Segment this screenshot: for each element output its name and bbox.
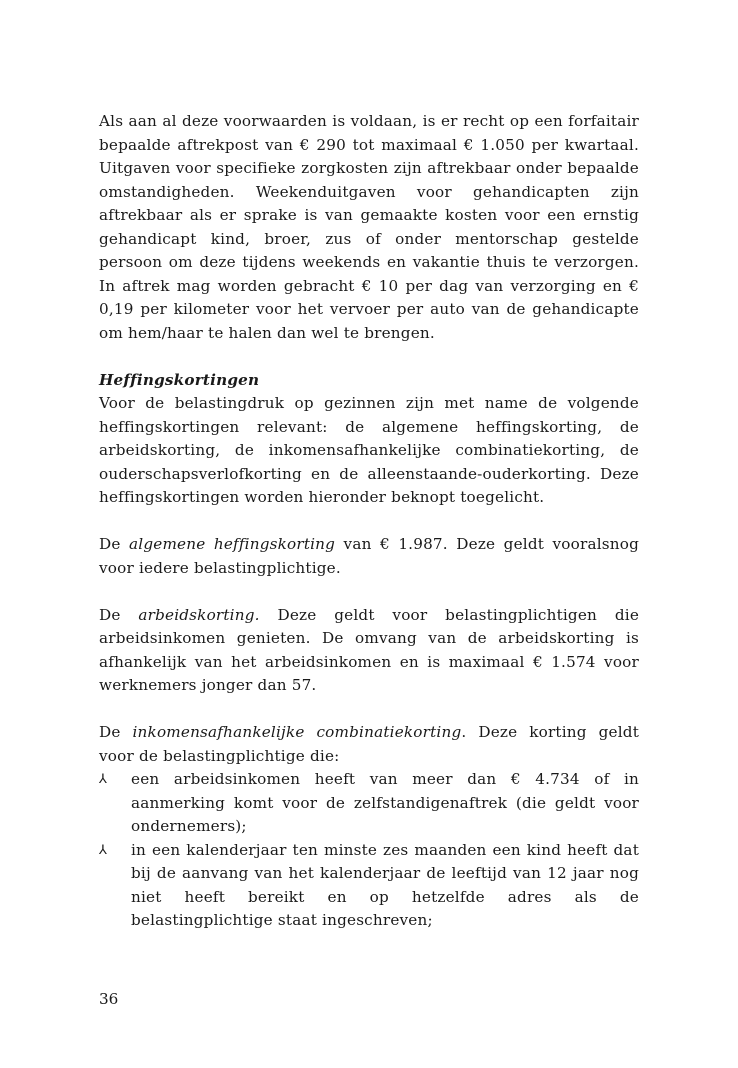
bullet-icon: ⅄: [99, 842, 108, 858]
text-prefix: De: [99, 723, 133, 741]
list-item-text: een arbeidsinkomen heeft van meer dan € 4.734 of in aanmerking komt voor de zelfstandigenaftrek (die geldt voor ondernemers);: [131, 770, 639, 835]
term-algemene-heffingskorting: algemene heffingskorting: [129, 535, 336, 553]
paragraph-combinatiekorting: [99, 721, 639, 768]
list-item: [99, 768, 639, 839]
text-body: van € 1.987. Deze geldt vooralsnog voor iedere belastingplichtige.: [99, 535, 639, 577]
condition-list: [99, 768, 639, 933]
paragraph-arbeidskorting: [99, 604, 639, 698]
text-body: Deze geldt voor belastingplichtigen die arbeidsinkomen genieten. De omvang van de arbeidskorting is afhankelijk van het arbeidsinkomen en is maximaal € 1.574 voor werknemers jonger dan 57.: [99, 605, 640, 694]
bullet-icon: ⅄: [99, 772, 108, 787]
text-body: . Deze korting geldt voor de belastingplichtige die:: [99, 723, 640, 765]
term-arbeidskorting: arbeidskorting.: [138, 605, 260, 624]
term-combinatiekorting: inkomensafhankelijke combinatiekorting: [132, 723, 462, 741]
section-heading: Heffingskortingen: [99, 370, 260, 389]
paragraph-heffingskortingen-intro: Voor de belastingdruk op gezinnen zijn met name de volgende heffingskortingen relevant: de algemene heffingskorting, de arbeidskorting, de inkomensafhankelijke combinatiekorting, de ouderschapsverlofkorting en de alleenstaande-ouderkorting. Deze heffingskortingen worden hieronder beknopt toegelicht.: [99, 394, 639, 506]
text-prefix: De: [99, 535, 130, 553]
text-prefix: De: [99, 605, 139, 624]
page-number: 36: [99, 990, 119, 1008]
list-item: [99, 839, 639, 933]
paragraph-algemene-heffingskorting: [99, 533, 639, 580]
paragraph-forfaitaire-aftrek: Als aan al deze voorwaarden is voldaan, is er recht op een forfaitair bepaalde aftrekpost van € 290 tot maximaal € 1.050 per kwartaal. Uitgaven voor specifieke zorgkosten zijn aftrekbaar onder bepaalde omstandigheden. Weekenduitgaven voor gehandicapten zijn aftrekbaar als er sprake is van gemaakte kosten voor een ernstig gehandicapt kind, broer, zus of onder mentorschap gestelde persoon om deze tijdens weekends en vakantie thuis te verzorgen. In aftrek mag worden gebracht € 10 per dag van verzorging en € 0,19 per kilometer voor het vervoer per auto van de gehandicapte om hem/haar te halen dan wel te brengen.: [99, 112, 639, 342]
list-item-text: in een kalenderjaar ten minste zes maanden een kind heeft dat bij de aanvang van het kalenderjaar de leeftijd van 12 jaar nog niet heeft bereikt en op hetzelfde adres als de belastingplichtige staat ingeschreven;: [131, 840, 639, 929]
document-body: [99, 110, 639, 933]
